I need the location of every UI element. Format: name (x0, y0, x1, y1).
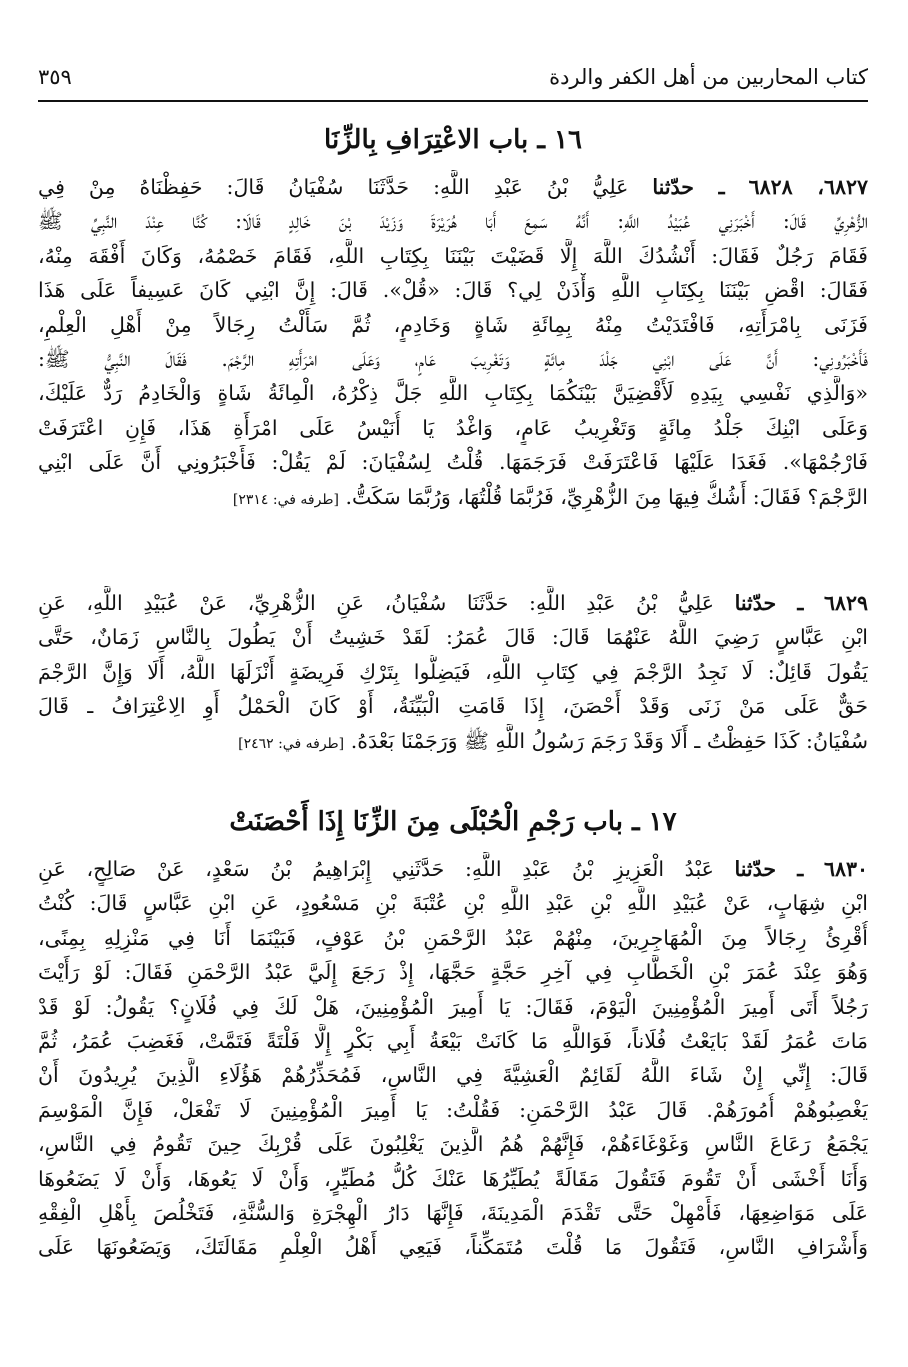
text-line: ابْنِ شِهَابٍ، عَنْ عُبَيْدِ اللَّهِ بْنِ عَبْدِ اللَّهِ بْنِ عُتْبَةَ بْنِ مَسْعُودٍ، عَنِ ابْنِ عَبَّاسٍ قَالَ: كُنْتُ (38, 891, 868, 916)
haddathana-label: ـ حدّثنا (734, 591, 804, 615)
line-text: عَلِيُّ بْنُ عَبْدِ اللَّهِ: حَدَّثَنَا سُفْيَانُ، عَنِ الزُّهْرِيِّ، عَنْ عُبَيْدِ اللَّهِ، عَنِ (38, 591, 714, 615)
text-line: «وَالَّذِي نَفْسِي بِيَدِهِ لَأَقْضِيَنَّ بَيْنَكُمَا بِكِتَابِ اللَّهِ جَلَّ ذِكْرُهُ، الْمِائَةُ شَاةٍ وَالْخَادِمُ رَدٌّ عَلَيْكَ، (38, 381, 868, 406)
text-line: يَغْصِبُوهُمْ أُمُورَهُمْ. قَالَ عَبْدُ الرَّحْمَنِ: فَقُلْتُ: يَا أَمِيرَ الْمُؤْمِنِينَ لَا تَفْعَلْ، فَإِنَّ الْمَوْسِمَ (38, 1097, 868, 1122)
line-text: الرَّجْمَ؟ فَقَالَ: أَشُكُّ فِيهَا مِنَ الزُّهْرِيِّ، فَرُبَّمَا قُلْتُهَا، وَرُبَّمَا سَكَتُّ. (345, 484, 868, 509)
hadith-6830 (38, 852, 868, 1265)
line-text: عَبْدُ الْعَزِيزِ بْنُ عَبْدِ اللَّهِ: حَدَّثَنِي إِبْرَاهِيمُ بْنُ سَعْدٍ، عَنْ صَالِحٍ، عَنِ (38, 857, 714, 881)
line-text: عَلِيُّ بْنُ عَبْدِ اللَّهِ: حَدَّثَنَا سُفْيَانُ قَالَ: حَفِظْنَاهُ مِنْ فِي (38, 175, 629, 199)
text-line: يَجْمَعُ رَعَاعَ النَّاسِ وَغَوْغَاءَهُمْ، فَإِنَّهُمْ هُمُ الَّذِينَ يَغْلِبُونَ عَلَى قُرْبِكَ حِينَ تَقُومُ فِي النَّاسِ، (38, 1132, 868, 1157)
book-title: كتاب المحاربين من أهل الكفر والردة (549, 65, 868, 89)
text-line: فَزَنَى بِامْرَأَتِهِ، فَافْتَدَيْتُ مِنْهُ بِمِائَةِ شَاةٍ وَخَادِمٍ، ثُمَّ سَأَلْتُ رِجَالاً مِنْ أَهْلِ الْعِلْمِ، (38, 312, 868, 337)
text-line: فَارْجُمْهَا». فَغَدَا عَلَيْهَا فَاعْتَرَفَتْ فَرَجَمَهَا. قُلْتُ لِسُفْيَانَ: لَمْ يَقُلْ: فَأَخْبَرُونِي أَنَّ عَلَى ابْنِي (38, 450, 868, 475)
header-rule (38, 100, 868, 102)
text-line: حَقٌّ عَلَى مَنْ زَنَى وَقَدْ أَحْصَنَ، إِذَا قَامَتِ الْبَيِّنَةُ، أَوْ كَانَ الْحَمْلُ أَوِ الِاعْتِرَافُ ـ قَالَ (38, 694, 868, 719)
text-line: قَالَ: إِنِّي إِنْ شَاءَ اللَّهُ لَقَائِمٌ الْعَشِيَّةَ فِي النَّاسِ، فَمُحَذِّرُهُمْ هَؤُلَاءِ الَّذِينَ يُرِيدُونَ أَنْ (38, 1063, 868, 1088)
text-line (38, 480, 868, 514)
text-line: فَقَالَ: اقْضِ بَيْنَنَا بِكِتَابِ اللَّهِ وَأْذَنْ لِي؟ قَالَ: «قُلْ». قَالَ: إِنَّ ابْنِي كَانَ عَسِيفاً عَلَى هَذَا (38, 278, 868, 303)
text-line: وَأَنَا أَخْشَى أَنْ تَقُومَ فَتَقُولَ مَقَالَةً يُطَيِّرُهَا عَنْكَ كُلُّ مُطَيِّرٍ، وَأَنْ لَا يَعُوهَا، وَأَنْ لَا يَضَعُوهَا (38, 1166, 868, 1191)
haddathana-label: ـ حدّثنا (652, 175, 725, 199)
text-line: ابْنِ عَبَّاسٍ رَضِيَ اللَّهُ عَنْهُمَا قَالَ: قَالَ عُمَرُ: لَقَدْ خَشِيتُ أَنْ يَطُولَ بِالنَّاسِ زَمَانٌ، حَتَّى (38, 625, 868, 650)
text-line: وَهُوَ عِنْدَ عُمَرَ بْنِ الْخَطَّابِ فِي آخِرِ حَجَّةٍ حَجَّهَا، إِذْ رَجَعَ إِلَيَّ عَبْدُ الرَّحْمَنِ فَقَالَ: لَوْ رَأَيْتَ (38, 960, 868, 985)
text-line: وَعَلَى ابْنِكَ جَلْدُ مِائَةٍ وَتَغْرِيبُ عَامٍ، وَاغْدُ يَا أُنَيْسُ عَلَى امْرَأَةِ هَذَا، فَإِنِ اعْتَرَفَتْ (38, 415, 868, 440)
text-line (38, 724, 868, 758)
hadith-6827-6828 (38, 170, 868, 514)
haddathana-label: ـ حدّثنا (734, 857, 804, 881)
text-line: الزُّهْرِيِّ قَالَ: أَخْبَرَنِي عُبَيْدُ اللَّهِ: أَنَّهُ سَمِعَ أَبَا هُرَيْرَةَ وَزَيْدَ بْنَ خَالِدٍ قَالَا: كُنَّا عِنْدَ النَّبِيِّ ﷺ (38, 209, 868, 234)
text-line: رَجُلاً أَتَى أَمِيرَ الْمُؤْمِنِينَ الْيَوْمَ، فَقَالَ: يَا أَمِيرَ الْمُؤْمِنِينَ، هَلْ لَكَ فِي فُلَانٍ؟ يَقُولُ: لَوْ قَدْ (38, 994, 868, 1019)
text-line: فَأَخْبَرُونِي: أَنَّ عَلَى ابْنِي جَلْدَ مِائَةٍ وَتَغْرِيبَ عَامٍ، وَعَلَى امْرَأَتِهِ الرَّجْمَ. فَقَالَ النَّبِيُّ ﷺ: (38, 346, 868, 371)
text-line (38, 586, 868, 620)
text-line: فَقَامَ رَجُلٌ فَقَالَ: أَنْشُدُكَ اللَّهَ إِلَّا قَضَيْتَ بَيْنَنَا بِكِتَابِ اللَّهِ، فَقَامَ خَصْمُهُ، وَكَانَ أَفْقَهَ مِنْهُ، (38, 243, 868, 268)
chapter-heading-16: ١٦ ـ باب الاعْتِرَافِ بِالزِّنَا (324, 125, 582, 155)
text-line: وَأَشْرَافِ النَّاسِ، فَتَقُولَ مَا قُلْتَ مُتَمَكِّناً، فَيَعِي أَهْلُ الْعِلْمِ مَقَالَتَكَ، وَيَضَعُونَهَا عَلَى (38, 1235, 868, 1260)
text-line: عَلَى مَوَاضِعِهَا، فَأَمْهِلْ حَتَّى تَقْدَمَ الْمَدِينَةَ، فَإِنَّهَا دَارُ الْهِجْرَةِ وَالسُّنَّةِ، فَتَخْلُصَ بِأَهْلِ الْفِقْهِ (38, 1200, 868, 1225)
hadith-number: ٦٨٢٧، ٦٨٢٨ (748, 175, 868, 199)
cross-reference: [طرفه في: ٢٤٦٢] (238, 735, 345, 752)
line-text: سُفْيَانُ: كَذَا حَفِظْتُ ـ أَلَا وَقَدْ رَجَمَ رَسُولُ اللَّهِ ﷺ وَرَجَمْنَا بَعْدَهُ. (350, 728, 868, 753)
text-line: يَقُولَ قَائِلٌ: لَا نَجِدُ الرَّجْمَ فِي كِتَابِ اللَّهِ، فَيَضِلُّوا بِتَرْكِ فَرِيضَةٍ أَنْزَلَهَا اللَّهُ، أَلَا وَإِنَّ الرَّجْمَ (38, 659, 868, 684)
text-line: أُقْرِئُ رِجَالاً مِنَ الْمُهَاجِرِينَ، مِنْهُمْ عَبْدُ الرَّحْمَنِ بْنُ عَوْفٍ، فَبَيْنَمَا أَنَا فِي مَنْزِلِهِ بِمِنًى، (38, 925, 868, 950)
chapter-heading-17: ١٧ ـ باب رَجْمِ الْحُبْلَى مِنَ الزِّنَا إِذَا أَحْصَنَتْ (229, 807, 677, 837)
cross-reference: [طرفه في: ٢٣١٤] (232, 491, 339, 508)
running-header (38, 60, 868, 94)
text-line (38, 852, 868, 886)
hadith-number: ٦٨٢٩ (823, 591, 868, 615)
text-line (38, 170, 868, 204)
hadith-6829 (38, 586, 868, 758)
page-number: ٣٥٩ (38, 65, 72, 89)
text-line: مَاتَ عُمَرُ لَقَدْ بَايَعْتُ فُلَاناً، فَوَاللَّهِ مَا كَانَتْ بَيْعَةُ أَبِي بَكْرٍ إِلَّا فَلْتَةً فَتَمَّتْ، فَغَضِبَ عُمَرُ، ثُمَّ (38, 1028, 868, 1053)
hadith-number: ٦٨٣٠ (823, 857, 868, 881)
